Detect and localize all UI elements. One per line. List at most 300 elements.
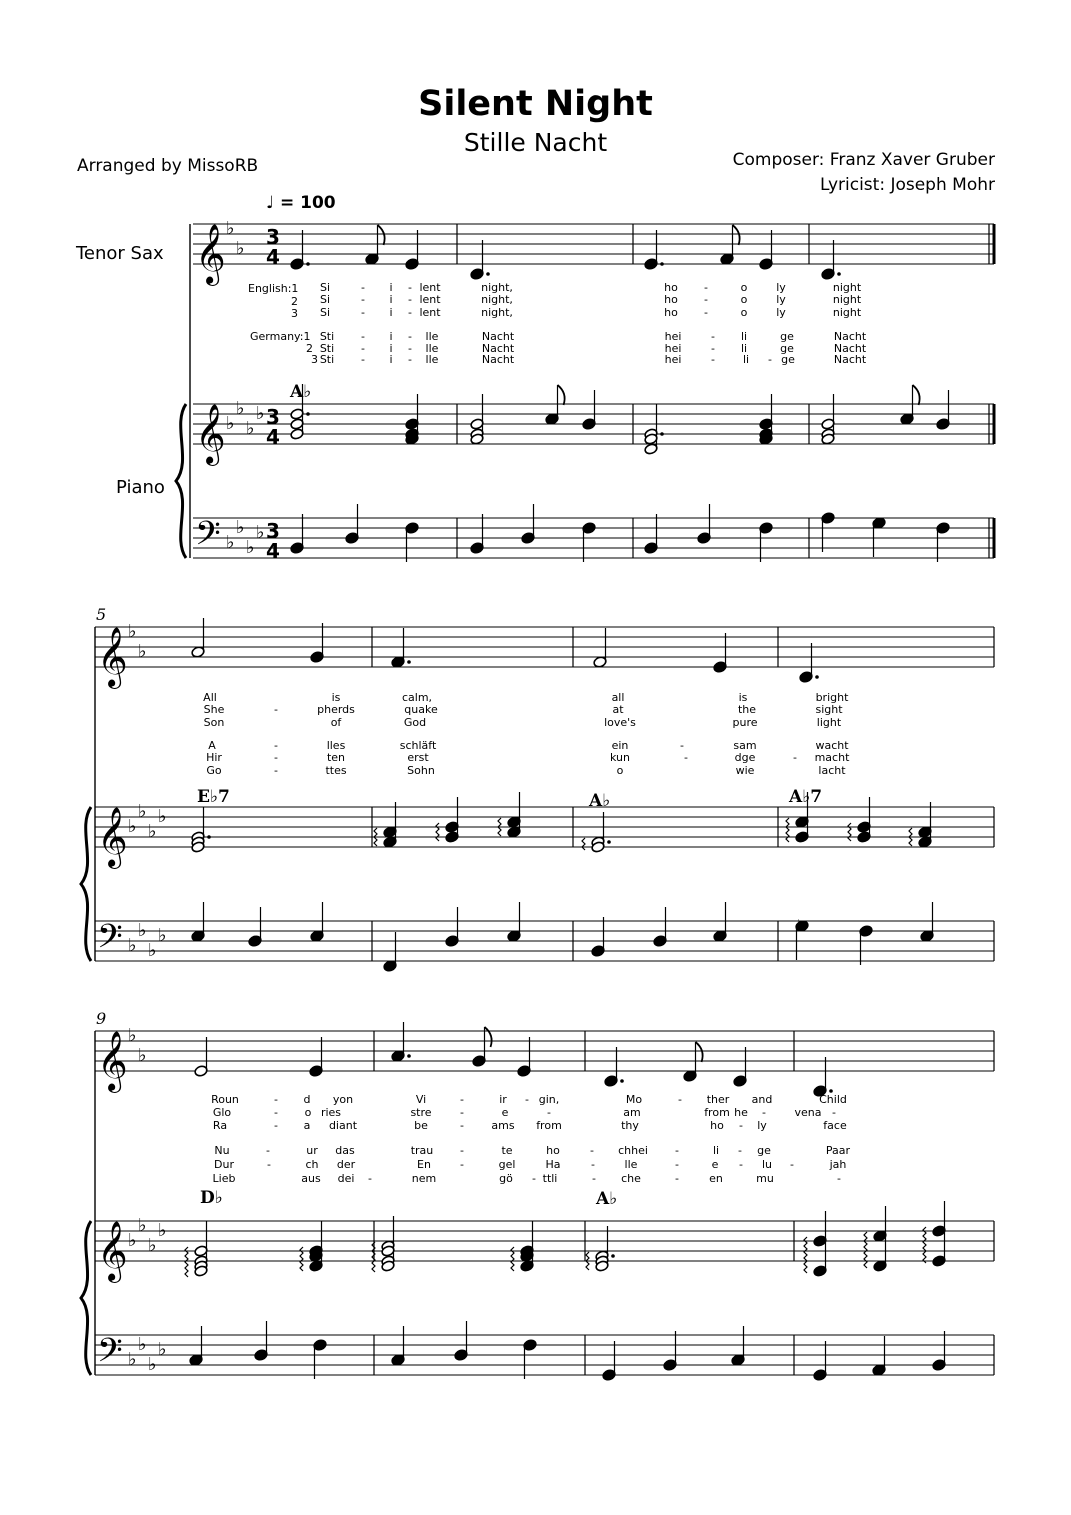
bass-note <box>602 1341 616 1381</box>
lyric-syllable: Nacht <box>833 330 867 343</box>
lyric-syllable: Dur <box>214 1158 234 1171</box>
lyric-syllable: Ra <box>212 1119 228 1132</box>
note <box>713 633 727 673</box>
bass-note <box>653 907 667 947</box>
key-flat-icon: ♭ <box>138 1045 147 1066</box>
lyric-syllable: diant <box>328 1119 358 1132</box>
bass-note <box>248 907 262 947</box>
lyric-syllable: macht <box>814 751 850 764</box>
note <box>194 1037 208 1077</box>
lyric-syllable: of <box>330 716 342 729</box>
lyric-syllable: lle <box>624 1158 638 1171</box>
key-flat-icon: ♭ <box>128 816 137 837</box>
lyric-syllable: ge <box>780 330 794 343</box>
key-flat-icon: ♭ <box>226 532 235 553</box>
lyric-syllable: - <box>711 342 715 355</box>
lyric-syllable: li <box>712 1144 720 1157</box>
verse-label-english: English:1 <box>248 282 299 295</box>
note <box>310 623 324 663</box>
lyric-syllable: gö <box>499 1172 513 1185</box>
time-signature-top: 3 <box>266 405 280 429</box>
arpeggio-icon <box>582 838 585 850</box>
bass-note <box>872 517 886 557</box>
piano-chord <box>759 394 773 445</box>
note <box>936 390 950 430</box>
treble-clef-icon: 𝄞 <box>97 1221 128 1281</box>
key-flat-icon: ♭ <box>138 641 147 662</box>
lyric-syllable: - <box>460 1093 464 1106</box>
lyric-syllable: - <box>837 1172 841 1185</box>
piano-chord <box>372 1216 395 1272</box>
note <box>593 628 607 668</box>
key-flat-icon: ♭ <box>256 522 265 543</box>
key-flat-icon: ♭ <box>128 1349 137 1370</box>
bass-note <box>345 504 359 544</box>
lyric-syllable: he <box>734 1106 748 1119</box>
lyric-syllable: che <box>621 1172 641 1185</box>
key-flat-icon: ♭ <box>148 940 157 961</box>
piano-chord <box>300 1221 323 1272</box>
piano-bass-staff-2 <box>95 921 994 961</box>
verse-label-german: Germany:1 <box>250 330 311 343</box>
piano-chord <box>923 1201 946 1267</box>
lyric-syllable: o <box>304 1106 312 1119</box>
lyric-syllable: - <box>460 1158 464 1171</box>
arranger-credit: Arranged by MissoRB <box>77 156 259 176</box>
lyric-syllable: the <box>737 703 757 716</box>
bass-note <box>859 925 873 965</box>
time-signature-top: 3 <box>266 519 280 543</box>
lyric-syllable: - <box>590 1144 594 1157</box>
lyric-syllable: lent <box>419 293 441 306</box>
lyric-syllable: dei <box>337 1172 355 1185</box>
piano-brace <box>81 807 91 961</box>
lyric-syllable: ther <box>706 1093 730 1106</box>
lyric-syllable: - <box>460 1144 464 1157</box>
lyric-syllable: - <box>267 1158 271 1171</box>
lyric-syllable: - <box>408 293 412 306</box>
lyric-syllable: - <box>680 739 684 752</box>
piano-chord <box>405 394 419 445</box>
lyric-syllable: Sohn <box>407 764 435 777</box>
bass-note <box>697 504 711 544</box>
lyric-syllable: - <box>274 751 278 764</box>
bass-note <box>813 1341 827 1381</box>
lyric-syllable: hei <box>664 330 682 343</box>
bass-note <box>310 902 324 942</box>
key-flat-icon: ♭ <box>128 621 137 642</box>
bass-note <box>644 514 658 554</box>
lyric-syllable: Nacht <box>833 353 867 366</box>
key-flat-icon: ♭ <box>148 821 157 842</box>
lyric-syllable: - <box>368 1172 372 1185</box>
note <box>813 1057 833 1097</box>
lyric-syllable: ly <box>757 1119 767 1132</box>
lyric-syllable: ries <box>320 1106 342 1119</box>
note <box>545 385 565 425</box>
lyric-syllable: Sti <box>319 353 335 366</box>
lyric-syllable: hei <box>664 342 682 355</box>
lyric-syllable: ho <box>664 306 678 319</box>
lyric-syllable: ams <box>491 1119 515 1132</box>
lyric-syllable: - <box>274 739 278 752</box>
lyric-syllable: Hir <box>206 751 222 764</box>
lyric-syllable: mu <box>756 1172 774 1185</box>
piano-chord <box>498 792 521 838</box>
arpeggio-icon <box>804 1237 807 1273</box>
note <box>405 230 419 270</box>
song-subtitle: Stille Nacht <box>463 128 608 157</box>
piano-brace <box>81 1221 91 1375</box>
lyric-syllable: pherds <box>317 703 355 716</box>
key-flat-icon: ♭ <box>158 925 167 946</box>
lyric-syllable: - <box>460 1106 464 1119</box>
lyric-syllable: Son <box>203 716 225 729</box>
piano-treble-staff-3 <box>95 1221 994 1261</box>
lyric-syllable: Mo <box>625 1093 643 1106</box>
lyric-syllable: light <box>816 716 842 729</box>
lyric-syllable: - <box>675 1158 679 1171</box>
note <box>900 385 920 425</box>
lyric-syllable: ir <box>499 1093 507 1106</box>
lyric-syllable: lle <box>425 342 439 355</box>
bass-note <box>731 1326 745 1366</box>
bass-note <box>445 907 459 947</box>
chord-symbol: A♭7 <box>789 787 823 807</box>
note <box>644 230 664 270</box>
lyric-syllable: aus <box>301 1172 321 1185</box>
lyric-syllable: lles <box>326 739 346 752</box>
lyric-syllable: - <box>704 281 708 294</box>
lyric-syllable: Si <box>319 306 331 319</box>
piano-chord <box>848 797 871 843</box>
piano-bass-staff-3 <box>95 1335 994 1375</box>
bass-note <box>936 522 950 562</box>
bass-note <box>759 522 773 562</box>
lyric-syllable: o <box>740 306 748 319</box>
note <box>604 1047 624 1087</box>
piano-brace <box>176 404 186 558</box>
key-flat-icon: ♭ <box>158 1220 167 1241</box>
bass-note <box>582 522 596 562</box>
note <box>582 390 596 430</box>
lyric-syllable: i <box>389 353 393 366</box>
lyric-syllable: Paar <box>825 1144 851 1157</box>
piano-chord <box>436 797 459 843</box>
note <box>821 240 841 280</box>
lyricist-credit: Lyricist: Joseph Mohr <box>820 175 995 195</box>
key-flat-icon: ♭ <box>246 537 255 558</box>
lyric-syllable: at <box>612 703 624 716</box>
song-title: Silent Night <box>418 84 653 124</box>
chord-symbol: D♭ <box>200 1188 223 1208</box>
piano-chord <box>821 394 835 445</box>
lyric-syllable: - <box>711 353 715 366</box>
lyric-syllable: night <box>832 293 862 306</box>
bass-clef-icon: 𝄢 <box>97 918 123 964</box>
lyric-syllable: - <box>274 1106 278 1119</box>
key-flat-icon: ♭ <box>158 1339 167 1360</box>
lyric-syllable: - <box>739 1158 743 1171</box>
lyric-syllable: erst <box>407 751 429 764</box>
piano-chord <box>185 1221 208 1277</box>
lyric-syllable: - <box>361 342 365 355</box>
lyric-syllable: ge <box>780 342 794 355</box>
piano-chord <box>374 802 397 848</box>
lyric-syllable: Si <box>319 281 331 294</box>
lyric-syllable: night, <box>481 293 513 306</box>
lyric-syllable: - <box>361 353 365 366</box>
verse-label-3b: 3 <box>311 353 318 366</box>
key-flat-icon: ♭ <box>226 218 235 239</box>
lyric-syllable: ly <box>776 306 786 319</box>
lyric-syllable: wacht <box>815 739 849 752</box>
lyric-syllable: jah <box>829 1158 847 1171</box>
lyric-syllable: lent <box>419 281 441 294</box>
lyric-syllable: lle <box>425 330 439 343</box>
lyric-syllable: lu <box>761 1158 773 1171</box>
lyric-syllable: - <box>361 306 365 319</box>
lyric-syllable: sight <box>815 703 843 716</box>
lyric-syllable: Lieb <box>212 1172 236 1185</box>
bass-note <box>405 522 419 562</box>
key-flat-icon: ♭ <box>128 1230 137 1251</box>
bass-note <box>470 514 484 554</box>
lyric-syllable: der <box>336 1158 356 1171</box>
lyric-syllable: en <box>709 1172 723 1185</box>
lyric-syllable: be <box>414 1119 428 1132</box>
chord-symbol: A♭ <box>596 1189 618 1209</box>
lyric-syllable: i <box>389 342 393 355</box>
key-flat-icon: ♭ <box>236 398 245 419</box>
lyric-syllable: a <box>303 1119 311 1132</box>
treble-clef-icon: 𝄞 <box>97 627 128 687</box>
lyric-syllable: ch <box>305 1158 319 1171</box>
lyric-syllable: thy <box>621 1119 639 1132</box>
tenor-sax-staff-2 <box>95 627 994 667</box>
key-flat-icon: ♭ <box>148 1354 157 1375</box>
lyric-syllable: lent <box>419 306 441 319</box>
note <box>290 230 310 270</box>
bass-note <box>932 1331 946 1371</box>
lyric-syllable: - <box>274 1093 278 1106</box>
lyric-syllable: - <box>361 330 365 343</box>
lyric-syllable: Sti <box>319 330 335 343</box>
lyric-syllable: - <box>408 281 412 294</box>
bass-note <box>313 1339 327 1379</box>
lyric-syllable: - <box>711 330 715 343</box>
lyric-syllable: kun <box>610 751 630 764</box>
lyric-syllable: Si <box>319 293 331 306</box>
lyric-syllable: am <box>623 1106 641 1119</box>
lyric-syllable: - <box>274 703 278 716</box>
lyric-syllable: is <box>331 691 341 704</box>
lyric-syllable: Ha <box>545 1158 561 1171</box>
lyric-syllable: nem <box>411 1172 437 1185</box>
bass-note <box>663 1331 677 1371</box>
lyric-syllable: lle <box>425 353 439 366</box>
lyric-syllable: o <box>740 293 748 306</box>
lyric-syllable: bright <box>815 691 849 704</box>
composer-credit: Composer: Franz Xaver Gruber <box>732 150 995 170</box>
lyric-syllable: ttes <box>325 764 347 777</box>
key-flat-icon: ♭ <box>128 935 137 956</box>
bass-note <box>391 1326 405 1366</box>
lyric-syllable: te <box>501 1144 513 1157</box>
lyric-syllable: quake <box>404 703 438 716</box>
lyric-syllable: from <box>704 1106 730 1119</box>
bass-note <box>507 902 521 942</box>
lyric-syllable: - <box>408 342 412 355</box>
lyric-syllable: God <box>403 716 427 729</box>
arpeggio-icon <box>436 823 439 841</box>
lyric-syllable: gin, <box>538 1093 560 1106</box>
chord-symbol: E♭7 <box>197 787 230 807</box>
lyric-syllable: - <box>408 353 412 366</box>
lyric-syllable: Roun <box>211 1093 239 1106</box>
lyric-syllable: - <box>361 293 365 306</box>
key-flat-icon: ♭ <box>138 801 147 822</box>
lyric-syllable: i <box>389 281 393 294</box>
lyric-syllable: Sti <box>319 342 335 355</box>
lyric-syllable: ho <box>710 1119 724 1132</box>
piano-chord <box>909 802 932 848</box>
note <box>733 1047 747 1087</box>
lyric-syllable: all <box>611 691 625 704</box>
bass-note <box>523 1339 537 1379</box>
lyric-syllable: - <box>675 1172 679 1185</box>
piano-chord <box>864 1206 887 1272</box>
lyric-syllable: - <box>408 306 412 319</box>
lyric-syllable: li <box>742 353 750 366</box>
verse-label-3: 3 <box>291 307 298 320</box>
lyric-syllable: - <box>274 764 278 777</box>
lyric-syllable: ge <box>781 353 795 366</box>
lyric-syllable: Nacht <box>481 330 515 343</box>
lyric-syllable: dge <box>734 751 756 764</box>
bass-note <box>254 1321 268 1361</box>
key-flat-icon: ♭ <box>236 238 245 259</box>
lyric-syllable: sam <box>733 739 757 752</box>
lyric-syllable: ly <box>776 293 786 306</box>
lyric-syllable: - <box>532 1172 536 1185</box>
arpeggio-icon <box>786 818 789 842</box>
lyric-syllable: - <box>678 1093 682 1106</box>
note <box>683 1042 703 1082</box>
lyric-syllable: i <box>389 306 393 319</box>
bass-clef-icon: 𝄢 <box>97 1332 123 1378</box>
key-flat-icon: ♭ <box>158 806 167 827</box>
lyric-syllable: ein <box>611 739 629 752</box>
lyric-syllable: Nu <box>214 1144 230 1157</box>
chord-symbol: A♭ <box>290 382 312 402</box>
note <box>391 1022 411 1062</box>
lyric-syllable: - <box>684 751 688 764</box>
lyric-syllable: - <box>832 1106 836 1119</box>
bass-note <box>821 512 835 552</box>
lyric-syllable: night <box>832 306 862 319</box>
lyric-syllable: - <box>460 1119 464 1132</box>
lyric-syllable: night <box>832 281 862 294</box>
chord-symbol: A♭ <box>589 791 611 811</box>
lyric-syllable: Child <box>819 1093 847 1106</box>
note <box>365 225 385 265</box>
treble-clef-icon: 𝄞 <box>195 404 226 464</box>
lyric-syllable: - <box>793 751 797 764</box>
lyric-syllable: - <box>739 1119 743 1132</box>
accidental-flat-icon: ♭ <box>797 916 805 935</box>
arpeggio-icon <box>848 823 851 841</box>
lyric-syllable: - <box>408 330 412 343</box>
lyric-syllable: ten <box>326 751 346 764</box>
lyric-syllable: - <box>762 1106 766 1119</box>
treble-clef-icon: 𝄞 <box>97 1031 128 1091</box>
bass-note <box>521 504 535 544</box>
lyric-syllable: Nacht <box>481 353 515 366</box>
treble-clef-icon: 𝄞 <box>97 807 128 867</box>
treble-clef-icon: 𝄞 <box>195 224 226 284</box>
verse-label-2: 2 <box>291 295 298 308</box>
lyric-syllable: - <box>738 1144 742 1157</box>
lyric-syllable: - <box>361 281 365 294</box>
lyric-syllable: Go <box>206 764 222 777</box>
piano-chord <box>470 394 484 445</box>
lyric-syllable: is <box>738 691 748 704</box>
time-signature-bottom: 4 <box>266 425 280 449</box>
lyric-syllable: li <box>740 342 748 355</box>
verse-label-2b: 2 <box>306 342 313 355</box>
lyric-syllable: - <box>266 1144 270 1157</box>
note <box>720 225 740 265</box>
time-signature-top: 3 <box>266 225 280 249</box>
time-signature-bottom: 4 <box>266 245 280 269</box>
quarter-note-icon: ♩ <box>266 193 275 213</box>
lyric-syllable: chhei <box>618 1144 648 1157</box>
lyric-syllable: - <box>675 1144 679 1157</box>
lyric-syllable: ly <box>776 281 786 294</box>
lyric-syllable: e <box>501 1106 509 1119</box>
lyric-syllable: das <box>335 1144 355 1157</box>
lyric-syllable: - <box>525 1093 529 1106</box>
lyric-syllable: night, <box>481 281 513 294</box>
arpeggio-icon <box>864 1232 867 1268</box>
lyric-syllable: hei <box>664 353 682 366</box>
lyric-syllable: ho <box>664 281 678 294</box>
lyric-syllable: night, <box>481 306 513 319</box>
note <box>759 230 773 270</box>
lyric-syllable: En <box>417 1158 431 1171</box>
lyric-syllable: love's <box>604 716 636 729</box>
lyric-syllable: o <box>740 281 748 294</box>
lyric-syllable: calm, <box>401 691 433 704</box>
lyric-syllable: - <box>592 1172 596 1185</box>
lyric-syllable: Vi <box>415 1093 427 1106</box>
bass-note <box>591 917 605 957</box>
lyric-syllable: ge <box>757 1144 771 1157</box>
lyric-syllable: o <box>616 764 624 777</box>
tempo-marking: ♩ = 100 <box>266 193 336 213</box>
note <box>799 643 819 683</box>
key-flat-icon: ♭ <box>128 1025 137 1046</box>
lyric-syllable: She <box>203 703 225 716</box>
bass-note <box>383 932 397 972</box>
bass-note <box>189 1326 203 1366</box>
lyric-syllable: ho <box>546 1144 560 1157</box>
note <box>470 240 490 280</box>
lyric-syllable: i <box>389 330 393 343</box>
lyric-syllable: and <box>751 1093 773 1106</box>
lyric-syllable: Glo <box>212 1106 232 1119</box>
